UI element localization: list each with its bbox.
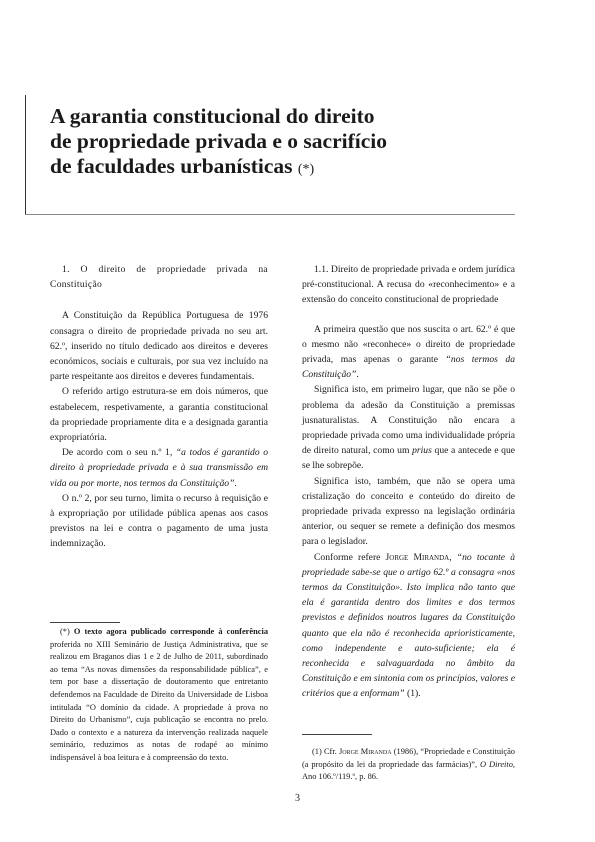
title-horizontal-rule	[25, 214, 515, 215]
title-line-2: de propriedade privada e o sacrifício	[50, 129, 388, 153]
footnote-marker: (*)	[60, 627, 70, 636]
paragraph: Significa isto, em primeiro lugar, que não se põe o problema da adesão da Constituição a premissas jusnaturalistas. A Constituição não encara a propriedade privada como uma individualidade própria de direito natural, como um prius que a antecede e que se lhe sobrepõe.	[302, 384, 516, 472]
left-column	[50, 262, 268, 552]
article-title	[50, 104, 520, 182]
paragraph: Conforme refere Jorge Miranda, “no tocante à propriedade sabe-se que o artigo 62.º a consagra «nos termos da Constituição». Isto implica não tanto que ela é garantida dentro dos limites e dos termos previstos e definidos noutros lugares da Constituição quanto que ela não é reconhecida aprioristicamente, como independente e auto-suficiente; ela é reconhecida e salvaguardada no âmbito da Constituição e em sintonia com os princípios, valores e critérios que a enformam” (1).	[302, 551, 516, 700]
title-footnote-marker: (*)	[297, 162, 315, 177]
page-number: 3	[295, 793, 300, 804]
title-line-1: A garantia constitucional do direito	[50, 104, 375, 128]
title-line-3: de faculdades urbanísticas	[50, 154, 293, 178]
subsection-heading: 1.1. Direito de propriedade privada e ordem jurídica pré-constitucional. A recusa do «reconhecimento» e a extensão do conceito constitucional de propriedade	[302, 264, 515, 306]
paragraph: A primeira questão que nos suscita o art. 62.º é que o mesmo não «reconhece» o direito de propriedade privada, mas apenas o garante “nos termos da Constituição”.	[302, 323, 515, 381]
footnote-left: (*) O texto agora publicado corresponde à conferência proferida no XIII Seminário de Justiça Administrativa, que se realizou em Braganos dias 1 e 2 de Julho de 2011, subordinado ao tema “As novas dimensões da responsabilidade pública”, e tem por base a dissertação de doutoramento que entretanto defendemos na Faculdade de Direito da Universidade de Lisboa intitulada “O domínio da cidade. A propriedade à prova no Direito do Urbanismo”, cuja publicação se encontra no prelo. Dado o contexto e a natureza da intervenção realizada naquele seminário, reduzimos as notas de rodapé ao mínimo indispensável à boa leitura e à compreensão do texto.	[50, 627, 269, 762]
paragraph: O n.º 2, por seu turno, limita o recurso à requisição e à expropriação por utilidade pública apenas aos casos previstos na lei e contra o pagamento de uma justa indemnização.	[50, 492, 268, 550]
footnote-rule	[302, 734, 372, 735]
footnote-right: (1) Cfr. Jorge Miranda (1986), “Propriedade e Constituição (a propósito da lei da propriedade das farmácias)”, O Direito, Ano 106.º/119.º, p. 86.	[302, 747, 515, 782]
paragraph: O referido artigo estrutura-se em dois números, que estabelecem, respetivamente, a garantia constitucional da propriedade propriamente dita e a designada garantia expropriatória.	[50, 386, 268, 444]
footnote-rule	[50, 622, 120, 623]
section-heading: 1. O direito de propriedade privada na Constituição	[50, 264, 268, 291]
footnote-marker: (1)	[312, 747, 322, 756]
paragraph: De acordo com o seu n.º 1, “a todos é garantido o direito à propriedade privada e à sua transmissão em vida ou por morte, nos termos da Constituição”.	[50, 447, 268, 489]
title-vertical-rule	[25, 95, 26, 215]
paragraph: Significa isto, também, que não se opera uma cristalização do conceito e conteúdo do direito de propriedade privada expresso na legislação ordinária anterior, ou sequer se remete a definição dos mesmos para o legislador.	[302, 475, 515, 548]
right-column	[302, 262, 515, 702]
paragraph: A Constituição da República Portuguesa de 1976 consagra o direito de propriedade privada no seu art. 62.º, inserido no título dedicado aos direitos e deveres económicos, sociais e culturais, por sua vez incluído na parte respeitante aos direitos e deveres fundamentais.	[50, 310, 268, 383]
